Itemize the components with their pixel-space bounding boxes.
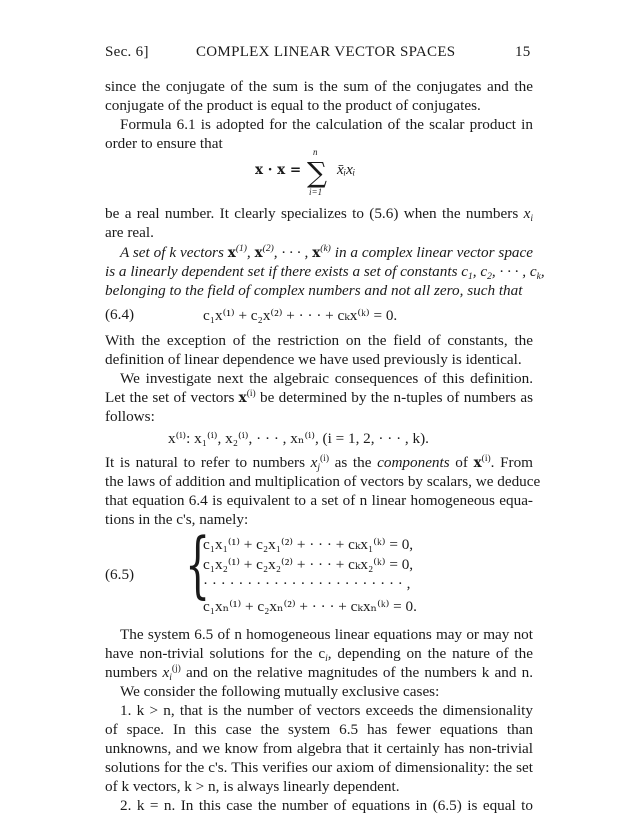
text-line: the laws of addition and multiplication of vectors by scalars, we deduce xyxy=(105,473,541,490)
text-line: of k vectors, k > n, is always linearly dependent. xyxy=(105,778,400,795)
definition-line: is a linearly dependent set if there exists a set of constants $c_1$, $c_2$, · · · , $c_k$, xyxy=(105,263,545,282)
equation-term: x̄ᵢxᵢ xyxy=(337,161,356,178)
text-line: It is natural to refer to numbers $x_j^{(i)}$ as the components of $x^{(i)}$. From xyxy=(105,454,533,473)
left-brace: { xyxy=(185,522,211,606)
system-row: c₁x₂⁽¹⁾ + c₂x₂⁽²⁾ + · · · + cₖx₂⁽ᵏ⁾ = 0, xyxy=(203,556,414,573)
text-line: be a real number. It clearly specializes to (5.6) when the numbers $x_i$ xyxy=(105,205,533,224)
text-line: conjugate of the product is equal to the product of conjugates. xyxy=(105,97,481,114)
section-label: Sec. 6] xyxy=(105,44,149,60)
text-line: are real. xyxy=(105,224,154,241)
text-line: follows: xyxy=(105,408,155,425)
text-line: order to ensure that xyxy=(105,135,223,152)
text-line: The system 6.5 of n homogeneous linear equations may or may not xyxy=(120,626,533,643)
text-line: of space. In this case the system 6.5 has fewer equations than xyxy=(105,721,533,738)
sum-lower-limit: i=1 xyxy=(309,187,323,197)
text-line: Formula 6.1 is adopted for the calculation of the scalar product in xyxy=(120,116,533,133)
text-line: 1. k > n, that is the number of vectors exceeds the dimensionality xyxy=(120,702,533,719)
system-row: c₁x₁⁽¹⁾ + c₂x₁⁽²⁾ + · · · + cₖx₁⁽ᵏ⁾ = 0, xyxy=(203,536,414,553)
equation-6-4: c₁x⁽¹⁾ + c₂x⁽²⁾ + · · · + cₖx⁽ᵏ⁾ = 0. xyxy=(203,307,398,324)
text-line: We consider the following mutually exclusive cases: xyxy=(120,683,440,700)
text-line: 2. k = n. In this case the number of equations in (6.5) is equal to xyxy=(120,797,533,814)
text-line: With the exception of the restriction on the field of constants, the xyxy=(105,332,533,349)
system-row: · · · · · · · · · · · · · · · · · · · · · · · , xyxy=(203,575,411,592)
equation-number: (6.5) xyxy=(105,566,135,583)
text-line: solutions for the c's. This verifies our axiom of dimensionality: the set xyxy=(105,759,533,776)
equation-lhs: x · x = xyxy=(255,162,302,178)
equation-number: (6.4) xyxy=(105,306,135,323)
sum-upper-limit: n xyxy=(313,147,318,157)
definition-line: A set of k vectors $x^{(1)}$, $x^{(2)}$, · · · , $x^{(k)}$ in a complex linear vector space xyxy=(120,244,534,261)
text-line: unknowns, and we know from algebra that it certainly has non-trivial xyxy=(105,740,533,757)
tuple-definition: x⁽ⁱ⁾: x₁⁽ⁱ⁾, x₂⁽ⁱ⁾, · · · , xₙ⁽ⁱ⁾, (i = 1, 2, · · · , k). xyxy=(168,430,429,447)
text-line: tions in the c's, namely: xyxy=(105,511,249,528)
text-line: have non-trivial solutions for the $c_i$, depending on the nature of the xyxy=(105,645,533,664)
text-line: definition of linear dependence we have used previously is identical. xyxy=(105,351,522,368)
system-row: c₁xₙ⁽¹⁾ + c₂xₙ⁽²⁾ + · · · + cₖxₙ⁽ᵏ⁾ = 0. xyxy=(203,598,417,615)
text-line: that equation 6.4 is equivalent to a set of n linear homogeneous equa- xyxy=(105,492,533,509)
text-line: We investigate next the algebraic consequences of this definition. xyxy=(120,370,533,387)
text-line: since the conjugate of the sum is the sum of the conjugates and the xyxy=(105,78,533,95)
definition-line: belonging to the field of complex numbers and not all zero, such that xyxy=(105,282,523,299)
text-line: Let the set of vectors $x^{(i)}$ be determined by the n-tuples of numbers as xyxy=(105,389,533,406)
text-line: numbers $x_i^{(j)}$ and on the relative magnitudes of the numbers k and n. xyxy=(105,664,533,683)
running-title: COMPLEX LINEAR VECTOR SPACES xyxy=(196,44,456,60)
summation-sign: ∑ xyxy=(307,156,327,189)
page-number: 15 xyxy=(515,44,531,60)
